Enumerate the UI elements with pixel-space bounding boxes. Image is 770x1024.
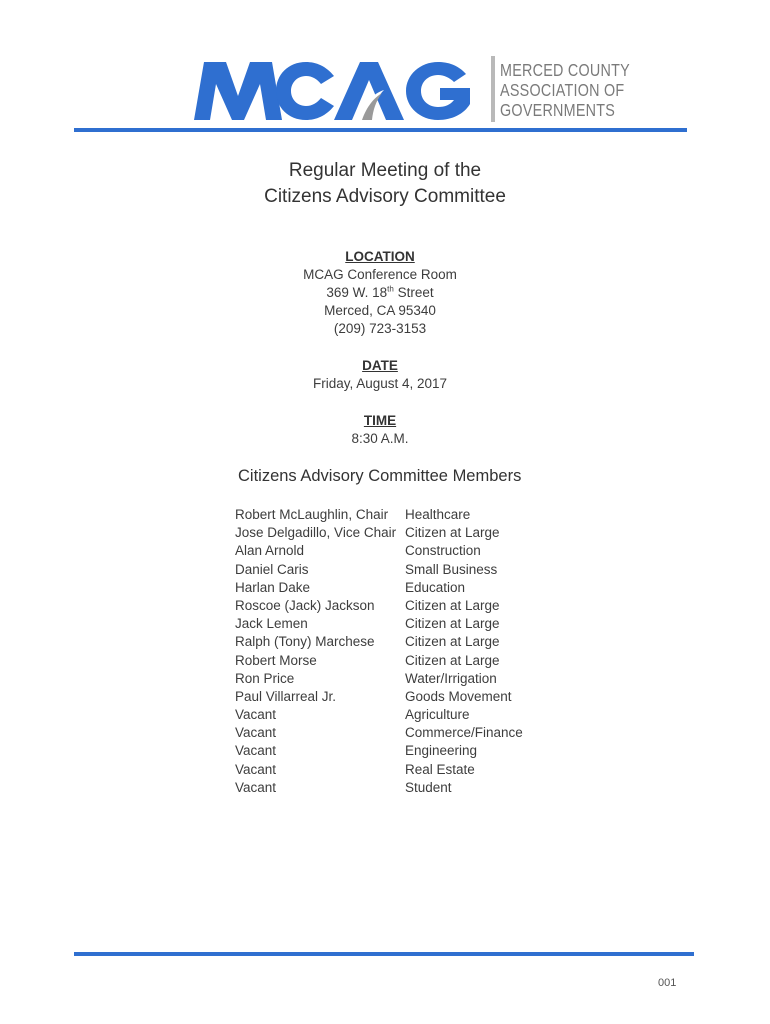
street-number: 369 W. 18 <box>326 285 388 300</box>
member-name: Vacant <box>235 725 277 741</box>
time-heading: TIME <box>363 413 397 428</box>
member-role: Small Business <box>405 561 498 577</box>
member-name: Vacant <box>235 743 277 759</box>
member-role: Citizen at Large <box>405 634 500 650</box>
member-role: Student <box>405 779 452 795</box>
location-phone: (209) 723-3153 <box>333 321 427 336</box>
page-number: 001 <box>658 977 677 989</box>
members-heading: Citizens Advisory Committee Members <box>238 467 522 485</box>
date-heading: DATE <box>362 358 398 373</box>
header-rule <box>74 128 687 132</box>
member-name: Ralph (Tony) Marchese <box>235 634 375 650</box>
location-city: Merced, CA 95340 <box>324 303 436 318</box>
member-role: Goods Movement <box>405 688 512 704</box>
member-name: Jack Lemen <box>235 616 308 632</box>
page-title-line-2: Citizens Advisory Committee <box>264 186 506 207</box>
member-name: Alan Arnold <box>235 543 305 559</box>
member-role: Construction <box>405 543 481 559</box>
member-name: Robert Morse <box>235 652 317 668</box>
member-role: Citizen at Large <box>405 616 500 632</box>
member-name: Vacant <box>235 761 277 777</box>
member-name: Robert McLaughlin, Chair <box>235 507 389 522</box>
member-role: Citizen at Large <box>405 525 500 541</box>
member-role: Education <box>405 579 466 595</box>
member-role: Citizen at Large <box>405 652 500 668</box>
street-name: Street <box>393 285 434 300</box>
member-name: Paul Villarreal Jr. <box>235 688 337 704</box>
time-section <box>0 412 760 448</box>
member-name: Vacant <box>235 779 277 795</box>
org-name-line-1: MERCED COUNTY <box>500 60 630 80</box>
footer-rule <box>74 952 694 956</box>
member-role: Agriculture <box>405 707 470 723</box>
date-section <box>0 357 760 393</box>
member-name: Roscoe (Jack) Jackson <box>235 597 375 613</box>
member-name: Harlan Dake <box>235 579 311 595</box>
location-section <box>0 248 760 338</box>
page-title-line-1: Regular Meeting of the <box>288 160 482 181</box>
logo-org-name <box>500 60 630 120</box>
org-name-line-3: GOVERNMENTS <box>500 100 616 120</box>
member-role: Engineering <box>405 743 478 759</box>
member-name: Ron Price <box>235 670 295 686</box>
location-room: MCAG Conference Room <box>303 267 457 282</box>
member-role: Water/Irrigation <box>405 670 497 686</box>
org-name-line-2: ASSOCIATION OF <box>500 80 625 100</box>
location-heading: LOCATION <box>345 249 415 264</box>
member-role: Healthcare <box>405 507 471 522</box>
mcag-logo-mark <box>194 60 484 122</box>
location-street <box>0 284 760 302</box>
time-value: 8:30 A.M. <box>351 431 409 446</box>
date-value: Friday, August 4, 2017 <box>312 376 448 391</box>
street-ordinal: th <box>387 284 394 294</box>
member-name: Daniel Caris <box>235 561 309 577</box>
member-name: Vacant <box>235 707 277 723</box>
logo-divider <box>491 56 495 122</box>
member-role: Commerce/Finance <box>405 725 523 741</box>
member-name: Jose Delgadillo, Vice Chair <box>235 525 397 541</box>
member-role: Real Estate <box>405 761 475 777</box>
member-role: Citizen at Large <box>405 597 500 613</box>
